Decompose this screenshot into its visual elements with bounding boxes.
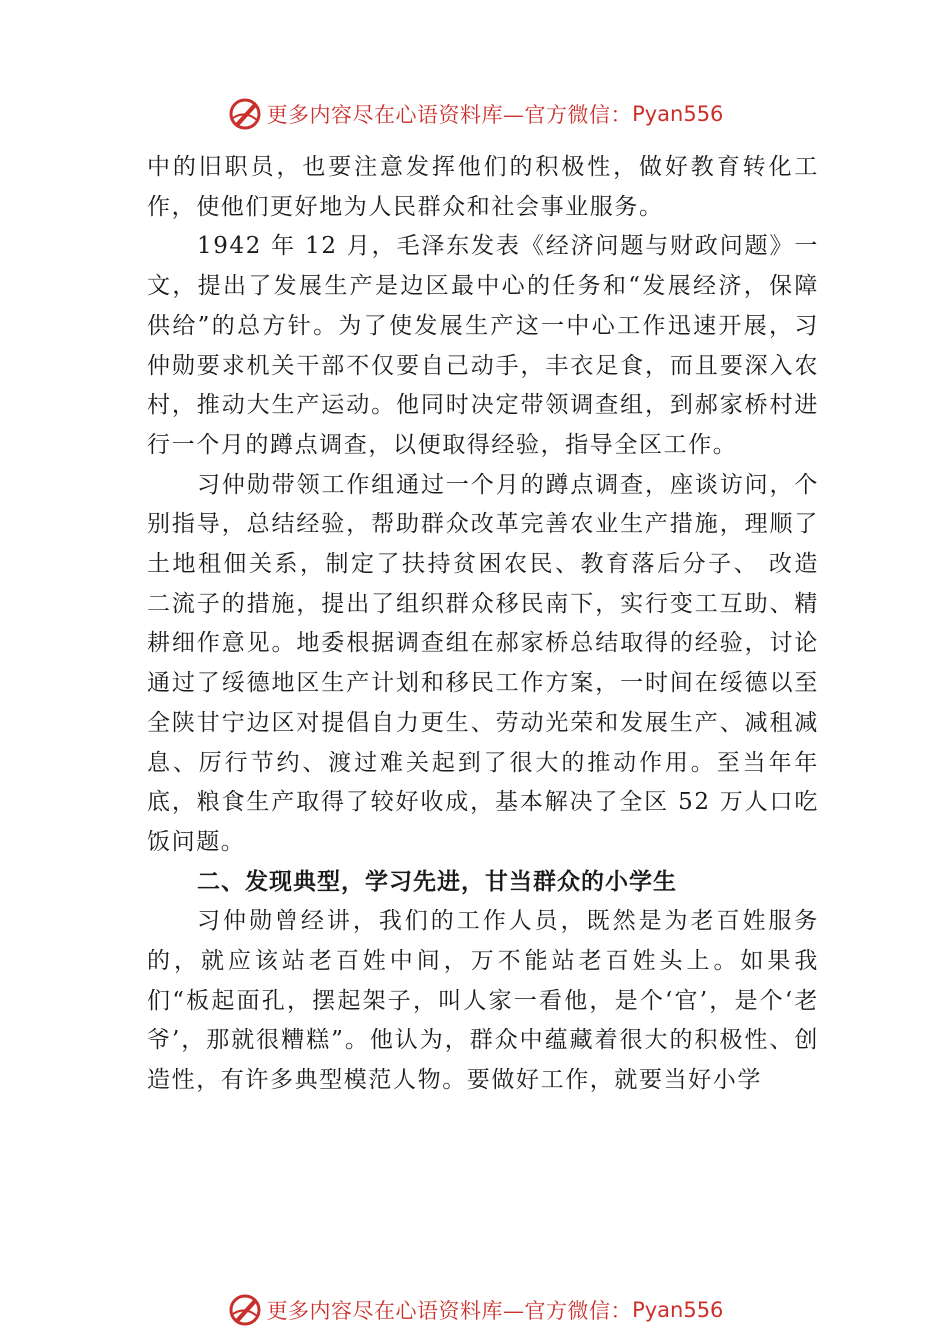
watermark-text: 更多内容尽在心语资料库—官方微信： <box>266 1299 633 1323</box>
watermark-banner-bottom <box>0 1290 950 1330</box>
paragraph: 1942 年 12 月，毛泽东发表《经济问题与财政问题》一文，提出了发展生产是边区最中心的任务和“发展经济，保障供给”的总方针。为了使发展生产这一中心工作迅速开展，习仲勋要求机关干部不仅要自己动手，丰衣足食，而且要深入农村，推动大生产运动。他同时决定带领调查组，到郝家桥村进行一个月的蹲点调查，以便取得经验，指导全区工作。 <box>147 233 819 458</box>
paragraph-continuation: 中的旧职员，也要注意发挥他们的积极性，做好教育转化工作，使他们更好地为人民群众和社会事业服务。 <box>147 154 819 220</box>
paragraph: 习仲勋带领工作组通过一个月的蹲点调查，座谈访问，个别指导，总结经验，帮助群众改革完善农业生产措施，理顺了土地租佃关系，制定了扶持贫困农民、教育落后分子、 改造二流子的措施，提出了组织群众移民南下，实行变工互助、精耕细作意见。地委根据调查组在郝家桥总结取得的经验，讨论通过了绥德地区生产计划和移民工作方案，一时间在绥德以至全陕甘宁边区对提倡自力更生、劳动光荣和发展生产、减租减息、厉行节约、渡过难关起到了很大的推动作用。至当年年底，粮食生产取得了较好收成，基本解决了全区 52 万人口吃饭问题。 <box>147 471 819 855</box>
paragraph: 习仲勋曾经讲，我们的工作人员，既然是为老百姓服务的，就应该站老百姓中间，万不能站老百姓头上。如果我们“板起面孔，摆起架子，叫人家一看他，是个‘官’，是个‘老爷’，那就很糟糕”。他认为，群众中蕴藏着很大的积极性、创造性，有许多典型模范人物。要做好工作，就要当好小学 <box>147 908 819 1094</box>
watermark-contact: Pyan556 <box>632 1298 724 1322</box>
watermark-contact: Pyan556 <box>632 102 724 126</box>
watermark-banner-top <box>0 94 950 134</box>
watermark-text: 更多内容尽在心语资料库—官方微信： <box>266 103 633 127</box>
document-body <box>147 148 819 1101</box>
section-heading: 二、发现典型，学习先进，甘当群众的小学生 <box>197 868 677 895</box>
red-seal-logo-icon <box>227 1292 263 1328</box>
red-seal-logo-icon <box>227 96 263 132</box>
